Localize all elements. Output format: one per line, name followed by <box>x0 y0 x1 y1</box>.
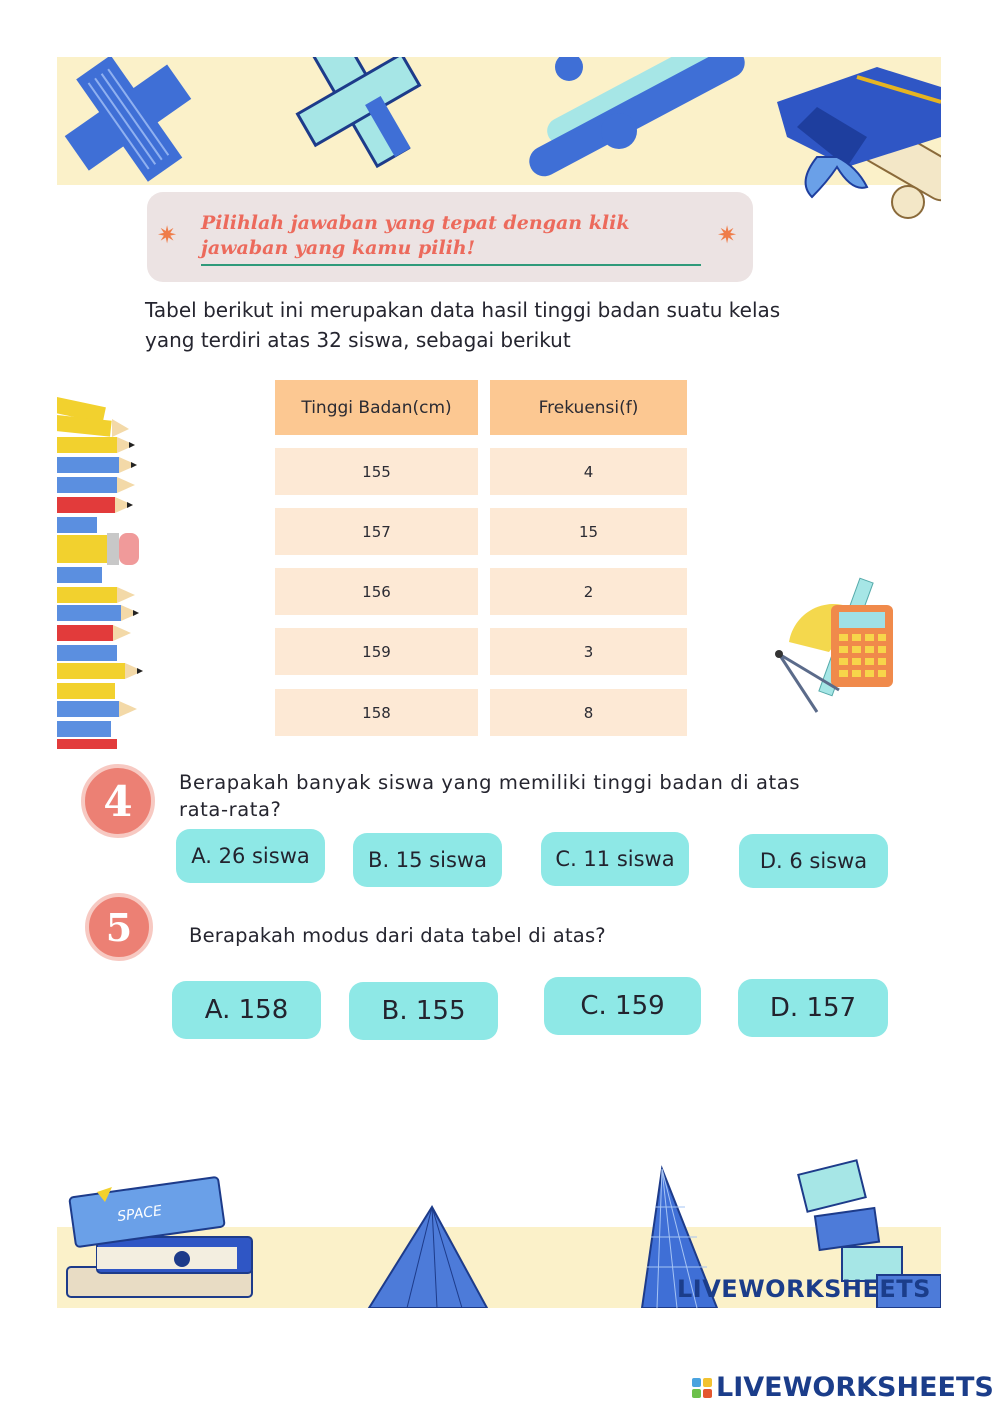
table-cell-height: 155 <box>275 448 478 495</box>
question-5-option-d[interactable]: D. 157 <box>738 979 888 1037</box>
question-5-option-a[interactable]: A. 158 <box>172 981 321 1039</box>
table-cell-height: 158 <box>275 689 478 736</box>
table-header-frequency: Frekuensi(f) <box>490 380 687 435</box>
liveworksheets-footer-logo[interactable] <box>692 1372 994 1403</box>
space-book-label: SPACE <box>116 1203 163 1226</box>
question-4-option-a[interactable]: A. 26 siswa <box>176 829 325 883</box>
table-cell-frequency: 15 <box>490 508 687 555</box>
calculator-tools-illustration <box>769 572 899 727</box>
instruction-text: Pilihlah jawaban yang tepat dengan klik jawaban yang kamu pilih! <box>201 212 630 259</box>
table-cell-height: 159 <box>275 628 478 675</box>
instruction-box <box>147 192 753 282</box>
table-cell-height: 157 <box>275 508 478 555</box>
question-4-text: Berapakah banyak siswa yang memiliki tinggi badan di atas rata-rata? <box>179 771 801 821</box>
liveworksheets-footer-text: LIVEWORKSHEETS <box>716 1372 994 1403</box>
worksheet-page <box>57 57 941 1308</box>
liveworksheets-logo-icon <box>692 1378 712 1398</box>
instruction-underline <box>201 264 701 266</box>
pencils-illustration <box>57 397 147 749</box>
table-cell-frequency: 8 <box>490 689 687 736</box>
table-cell-frequency: 4 <box>490 448 687 495</box>
question-4-option-c[interactable]: C. 11 siswa <box>541 832 689 886</box>
table-cell-height: 156 <box>275 568 478 615</box>
table-cell-frequency: 2 <box>490 568 687 615</box>
question-5-option-b[interactable]: B. 155 <box>349 982 498 1040</box>
right-star-icon: ✷ <box>717 221 738 249</box>
table-header-height: Tinggi Badan(cm) <box>275 380 478 435</box>
question-4-number-badge: 4 <box>81 764 155 838</box>
question-5-text: Berapakah modus dari data tabel di atas? <box>189 924 606 947</box>
left-star-icon: ✷ <box>157 221 178 249</box>
table-cell-frequency: 3 <box>490 628 687 675</box>
question-5-number-badge: 5 <box>85 893 153 961</box>
question-4-option-b[interactable]: B. 15 siswa <box>353 833 502 887</box>
intro-text: Tabel berikut ini merupakan data hasil tinggi badan suatu kelas yang terdiri atas 32 siswa, sebagai berikut <box>145 298 781 352</box>
liveworksheets-watermark: LIVEWORKSHEETS <box>677 1275 931 1303</box>
question-5-option-c[interactable]: C. 159 <box>544 977 701 1035</box>
question-4-option-d[interactable]: D. 6 siswa <box>739 834 888 888</box>
